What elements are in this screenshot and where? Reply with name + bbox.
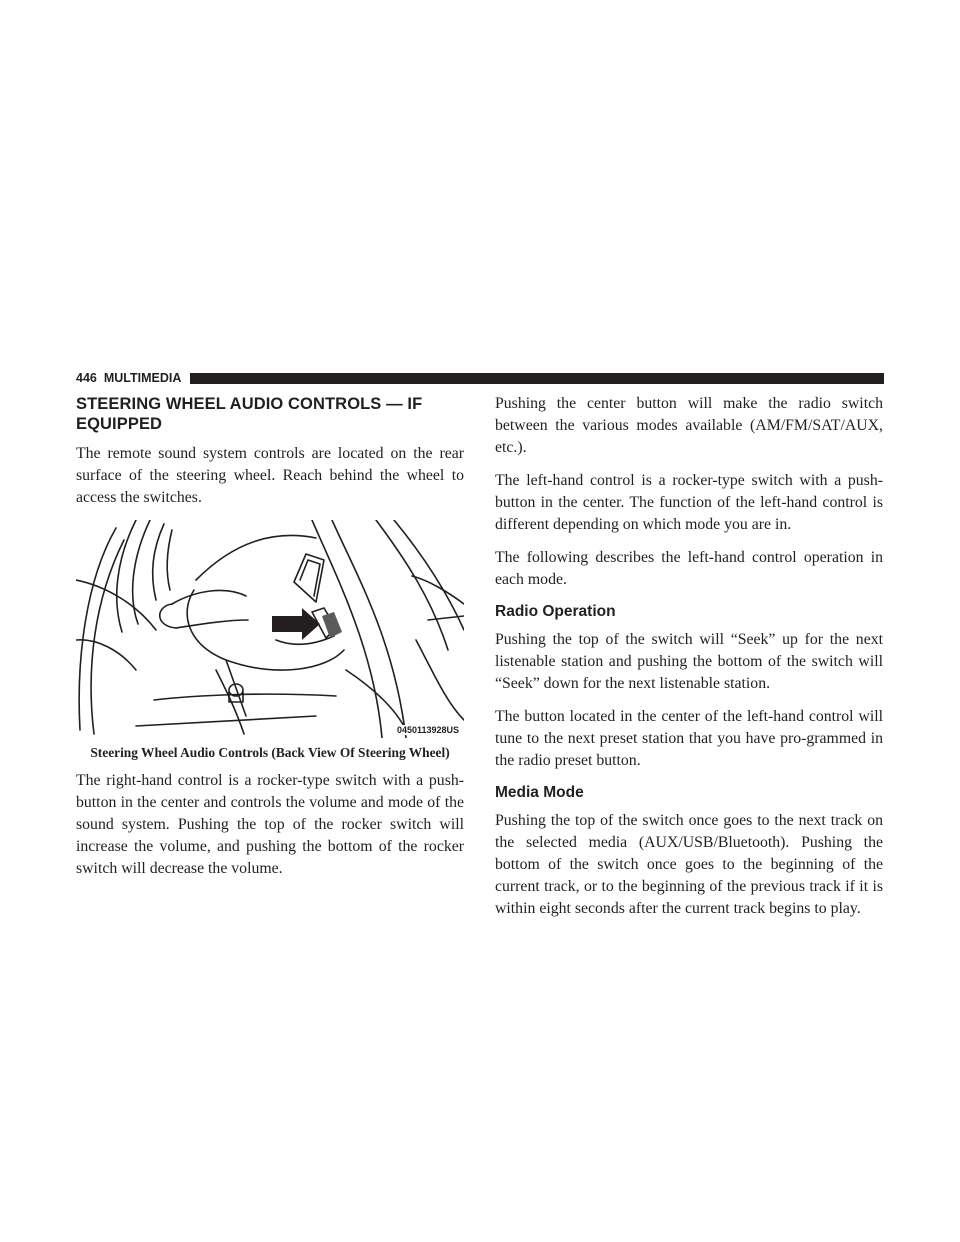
radio-preset-paragraph: The button located in the center of the left-hand control will tune to the next preset station that you have pro-grammed in the radio preset button. — [495, 708, 883, 769]
section-name: MULTIMEDIA — [103, 371, 182, 385]
left-hand-control-paragraph: The left-hand control is a rocker-type switch with a push-button in the center. The function of the left-hand control is different depending on which mode you are in. — [495, 472, 883, 533]
right-column — [495, 394, 883, 931]
describes-paragraph: The following describes the left-hand control operation in each mode. — [495, 549, 883, 588]
figure-code: 0450113928US — [396, 725, 459, 735]
center-button-paragraph: Pushing the center button will make the radio switch between the various modes available (AM/FM/SAT/AUX, etc.). — [495, 395, 883, 456]
figure-caption: Steering Wheel Audio Controls (Back View Of Steering Wheel) — [90, 745, 450, 760]
intro-paragraph: The remote sound system controls are located on the rear surface of the steering wheel. Reach behind the wheel to access the switches. — [76, 445, 464, 506]
steering-wheel-controls-figure — [76, 520, 464, 738]
steering-wheel-illustration — [76, 520, 464, 738]
page-header — [76, 371, 884, 385]
section-title: STEERING WHEEL AUDIO CONTROLS — IF EQUIPPED — [76, 395, 423, 433]
media-mode-heading: Media Mode — [495, 784, 584, 801]
media-mode-paragraph: Pushing the top of the switch once goes to the next track on the selected media (AUX/USB/Bluetooth). Pushing the bottom of the switch once goes to the beginning of the current track, or to the beginning of the previous track if it is within eight seconds after the current track begins to play. — [495, 812, 883, 917]
radio-seek-paragraph: Pushing the top of the switch will “Seek” up for the next listenable station and pushing the bottom of the switch will “Seek” down for the next listenable station. — [495, 631, 883, 692]
left-column — [76, 394, 464, 891]
page-number: 446 — [76, 371, 97, 385]
right-hand-control-paragraph: The right-hand control is a rocker-type switch with a push-button in the center and controls the volume and mode of the sound system. Pushing the top of the rocker switch will increase the volume, and pushing the bottom of the rocker switch will decrease the volume. — [76, 772, 464, 877]
header-rule — [190, 373, 884, 384]
radio-operation-heading: Radio Operation — [495, 603, 616, 620]
